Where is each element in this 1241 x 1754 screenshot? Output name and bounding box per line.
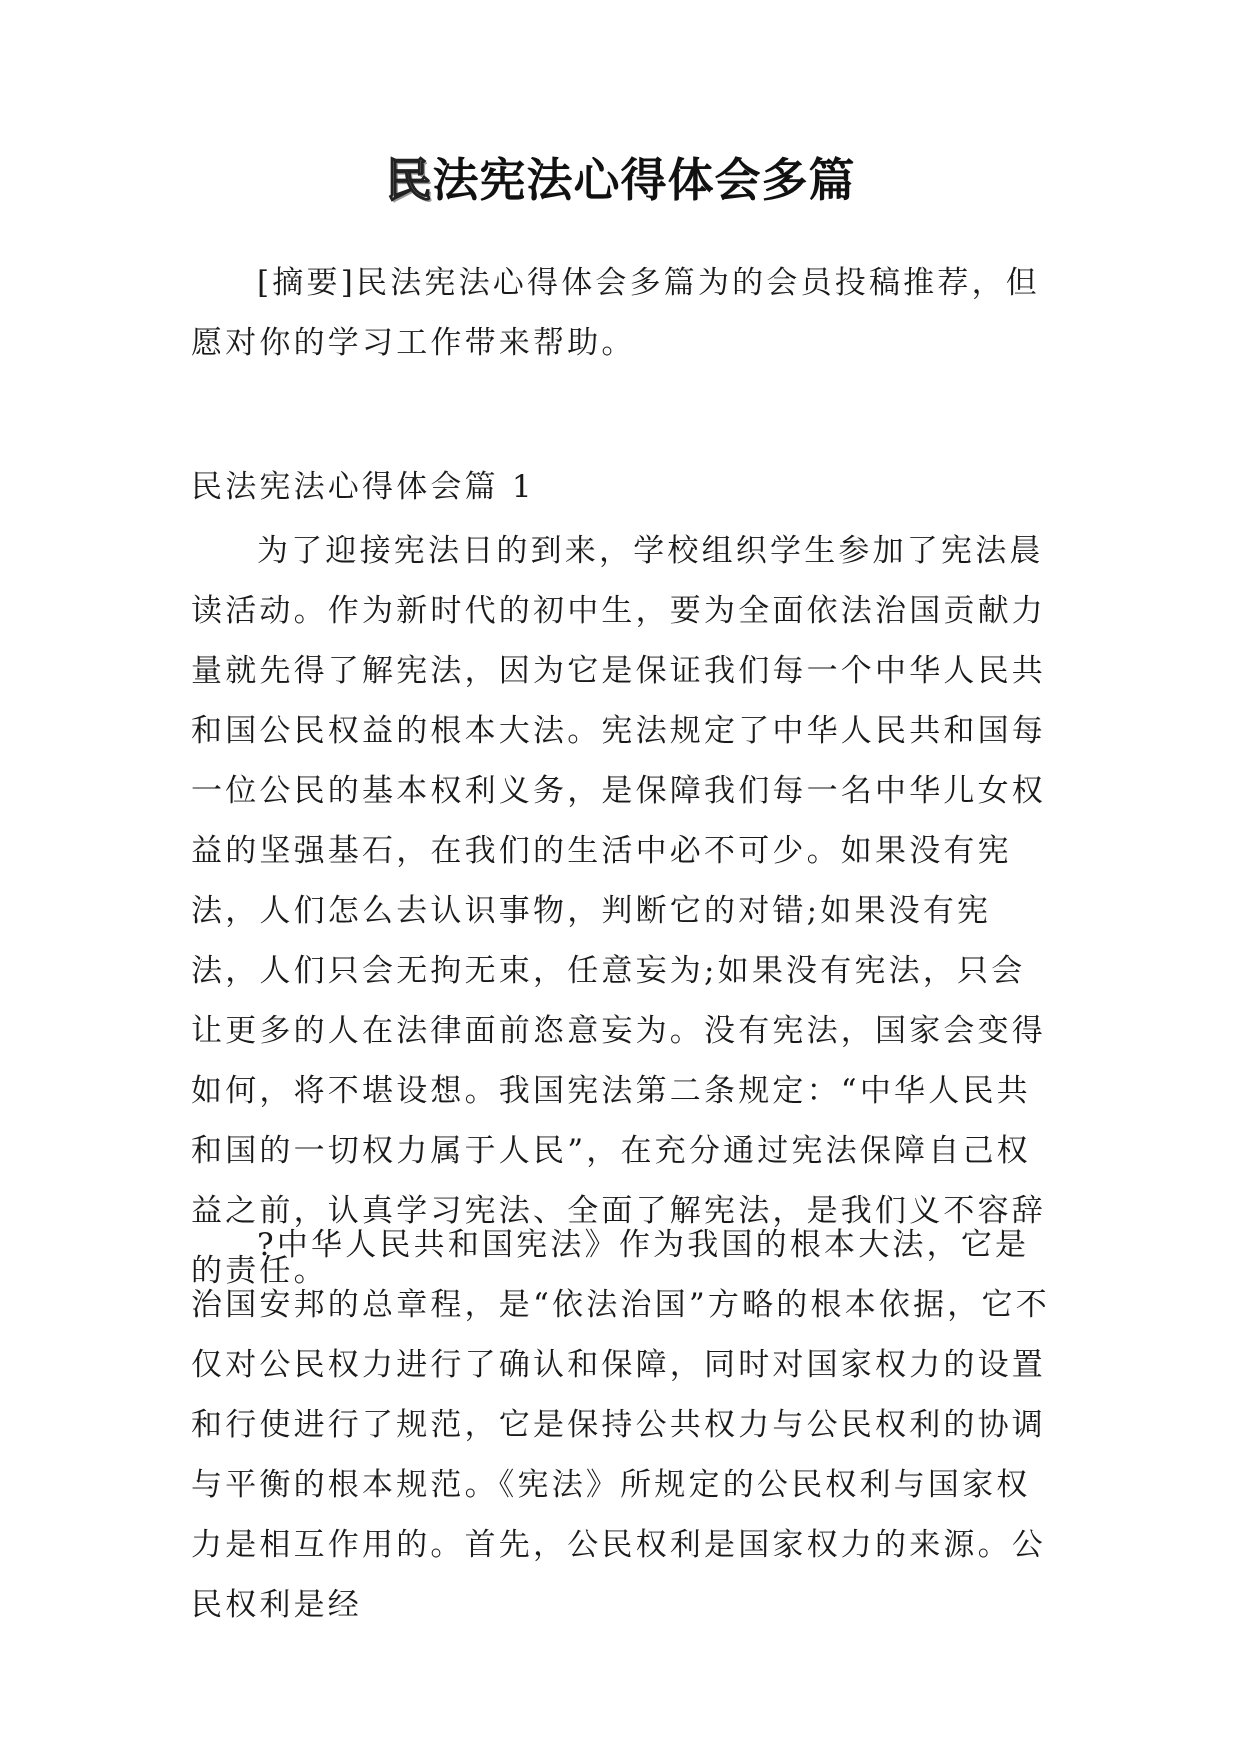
body-paragraph-2: ?中华人民共和国宪法》作为我国的根本大法，它是治国安邦的总章程，是“依法治国”方略的根本依据，它不仅对公民权力进行了确认和保障，同时对国家权力的设置和行使进行了规范，它是保持公共权力与公民权利的协调与平衡的根本规范。《宪法》所规定的公民权利与国家权力是相互作用的。首先，公民权利是国家权力的来源。公民权利是经: [191, 1227, 1050, 1623]
title-rest: 法宪法心得体会多篇: [432, 153, 856, 207]
title-first-char: 民: [385, 153, 433, 207]
body-paragraph-1: 为了迎接宪法日的到来，学校组织学生参加了宪法晨读活动。作为新时代的初中生，要为全面依法治国贡献力量就先得了解宪法，因为它是保证我们每一个中华人民共和国公民权益的根本大法。宪法规定了中华人民共和国每一位公民的基本权利义务，是保障我们每一名中华儿女权益的坚强基石，在我们的生活中必不可少。如果没有宪法，人们怎么去认识事物，判断它的对错;如果没有宪法，人们只会无拘无束，任意妄为;如果没有宪法，只会让更多的人在法律面前恣意妄为。没有宪法，国家会变得如何，将不堪设想。我国宪法第二条规定：“中华人民共和国的一切权力属于人民”，在充分通过宪法保障自己权益之前，认真学习宪法、全面了解宪法，是我们义不容辞的责任。: [191, 533, 1046, 1289]
abstract-paragraph: [摘要]民法宪法心得体会多篇为的会员投稿推荐，但愿对你的学习工作带来帮助。: [191, 265, 1040, 361]
section-heading: 民法宪法心得体会篇 1: [191, 469, 535, 505]
document-title: [0, 150, 1241, 210]
